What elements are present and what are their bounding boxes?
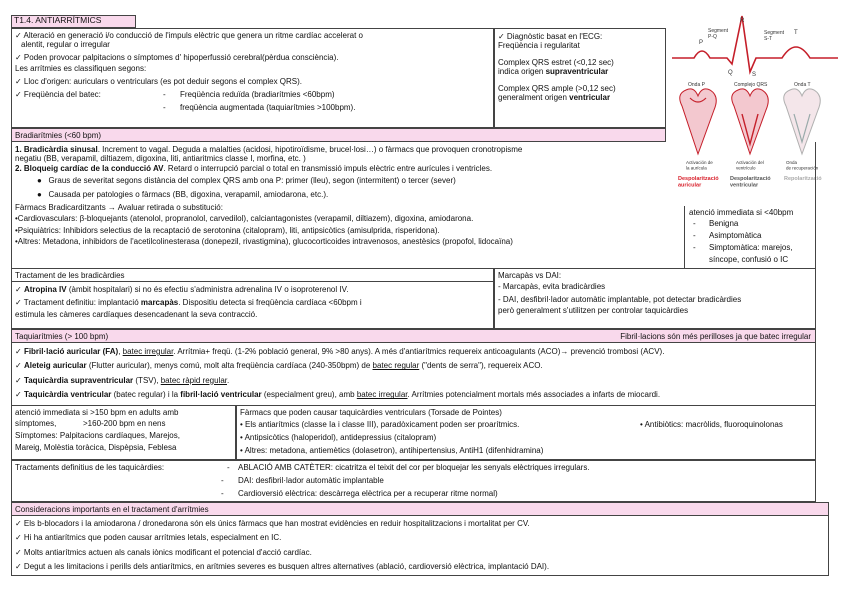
segment-st-label: Segment S-T [764,30,785,42]
label-repolarization: Repolarització [784,176,822,182]
intro-section [11,28,494,128]
label-onda-p: Onda P [688,82,705,88]
intro-line: ✓ Lloc d'origen: auriculars o ventriculars (es pot deduir segons el complex QRS). [15,76,303,86]
considerations-header: Consideracions importants en el tractament d'arrítmies [11,502,829,516]
segment-pq-label: Segment P-Q [708,28,729,40]
bradyarrhythmia-header: Bradiarítmies (<60 bpm) [11,128,666,142]
label-recovery-wave: Onda de recuperación [786,160,819,171]
page-title: T1.4. ANTIARRÍTMICS [11,15,136,28]
ecg-waveform [672,16,838,72]
label-ventricular-depolarization: Despolarització ventricular [730,176,771,189]
intro-line: alentit, regular o irregular [21,40,110,50]
considerations-body: ✓ Els b-blocadors i la amiodarona / dronedarona són els únics fàrmacs que han mostrat evidències en reduir hospitalitzacions i mortalitat per CV. ✓ Hi ha antiarítmics que poden causar arrítmies letals, especialment en IC. ✓ Molts antiarítmics actuen als canals iònics modificant el potencial d'acció cardíac. ✓ Degut a les limitacions i perills dels antiarítmics, en arítmies severes es busquen altres alternatives (ablació, cardioversió elèctrica, implantació DAI). [11,516,829,576]
tachyarrhythmia-header: Taquiarítmies (> 100 bpm) Fibril·lacions són més perilloses ja que batec irregular [11,329,816,343]
frequency-row: - freqüència augmentada (taquiarítmies >100bpm). [163,103,356,113]
tachyarrhythmia-body: ✓ Fibril·lació auricular (FA), batec irregular. Arrítmia+ freqü. (1-2% població general, 9% >80 anys). A més d'antiarítmics requereix anticoagulants (ACO)→ prevenció trombosi (ACV). ✓ Aleteig auricular (Flutter auricular), menys comú, molt alta freqüència cardíaca (240-350bpm) de batec regular ("dents de serra"), requereix ACO. ✓ Taquicàrdia supraventricular (TSV), batec ràpid regular. ✓ Taquicàrdia ventricular (batec regular) i la fibril·lació ventricular (especialment greu), amb batec irregular. Arrítmies potencialment mortals més associades a infarts de miocardi. [11,343,816,405]
bradyarrhythmia-body: 1. Bradicàrdia sinusal. Increment to vagal. Deguda a malalties (acidosi, hipotiroïdisme, brucel·losi…) o fàrmacs que provoquen cronotropisme negatiu (BB, verapamil, diltiazem, digoxina, liti, antiaritmics classe I, morfina, etc. ) 2. Bloqueig cardíac de la conducció AV. Retard o interrupció parcial o total en transmissió impuls elèctric entre aurícules i ventricles. ● Graus de severitat segons distància del complex QRS amb ona P: primer (lleu), segon (intermitent) o tercer (sever) ● Causada per patologies o fàrmacs (BB, digoxina, verapamil, amiodarona, etc.). Fàrmacs Bradicarditzants → Avaluar retirada o substitució: •Cardiovasculars: β-bloquejants (atenolol, propranolol, carvedilol), calciantagonistes (verapamil, diltiazem), digoxina, amiodarona. •Psiquiàtrics: Inhibidors selectius de la recaptació de serotonina (citalopram), liti, antipsicòtics (amisulprida, risperidona). •Altres: Metadona, inhibidors de l'acetilcolinesterasa (donepezil, rivastigmina), glucocorticoides intravenosos, anestèsics (propofol, lidocaïna) [11,142,816,268]
label-atrial-depolarization: Despolarització auricular [678,176,719,189]
label-complejo-qrs: Complejo QRS [734,82,768,88]
ecg-section: ✓ Diagnòstic basat en l'ECG: Freqüència i regularitat Complex QRS estret (<0,12 sec) indica origen supraventricular Complex QRS ample (>0,12 sec) generalment origen ventricular [494,28,666,128]
label-onda-t: Onda T [794,82,811,88]
frequency-row: ✓ Freqüència del batec: - Freqüència reduïda (bradiarítmies <60bpm) [15,90,335,100]
intro-line: Les arrítmies es classifiquen segons: [15,64,147,74]
label-activation-ventricle: Activación del ventrículo [736,160,764,171]
label-p: P [699,40,704,46]
label-t: T [794,30,798,36]
tachy-treatments: Tractaments definitius de les taquicàrdies: - ABLACIÓ AMB CATÈTER: cicatritza el teixit del cor per bloquejar les senyals elèctriques irregulars. - DAI: desfibril·lador automàtic implantable - Cardioversió elèctrica: descàrrega elèctrica per a recuperar ritme normal) [11,460,816,502]
label-q: Q [728,70,733,76]
tachy-symptoms: atenció immediata si >150 bpm en adults amb símptomes, >160-200 bpm en nens Símptomes: Palpitacions cardíaques, Marejos, Mareig, Molèstia toràcica, Dispèpsia, Feblesa [11,405,236,460]
intro-line: ✓ Poden provocar palpitacions o símptomes d' hipoperfussió cerebral(pèrdua consciència). [15,52,339,62]
brady-urgency-box: atenció immediata si <40bpm - Benigna - Asimptomàtica - Simptomàtica: marejos, síncope, confusió o IC [684,206,816,268]
pacemaker-vs-dai: Marcapàs vs DAI: - Marcapàs, evita bradicàrdies - DAI, desfibril·lador automàtic implantable, pot detectar bradicàrdies però generalment s'utilitzen per controlar taquicàrdies [494,268,816,329]
label-s: S [752,72,757,78]
torsade-drugs: Fàrmacs que poden causar taquicàrdies ventriculars (Torsade de Pointes) • Els antiarítmics (classe Ia i classe III), paradòxicament poden ser proarítmics. • Antibiòtics: macròlids, fluoroquinolonas • Antipsicòtics (haloperidol), antidepressius (citalopram) • Altres: metadona, antiemètics (dolasetron), antihipertensius, AntiH1 (difenhidramina) [236,405,816,460]
label-r: R [740,18,745,24]
label-activation-atrium: Activación de la aurícula [686,160,713,171]
intro-line: ✓ Alteració en generació i/o conducció de l'impuls elèctric que genera un ritme cardíac accelerat o [15,31,363,40]
brady-treatment: Tractament de les bradicàrdies ✓ Atropina IV (àmbit hospitalari) si no és efectiu s'administra adrenalina IV o isoproterenol IV. ✓ Tractament definitiu: implantació marcapàs. Dispositiu detecta si freqüència cardíaca <60bpm i estimula les càmeres cardíaques desencadenant la seva contracció. [11,268,494,329]
